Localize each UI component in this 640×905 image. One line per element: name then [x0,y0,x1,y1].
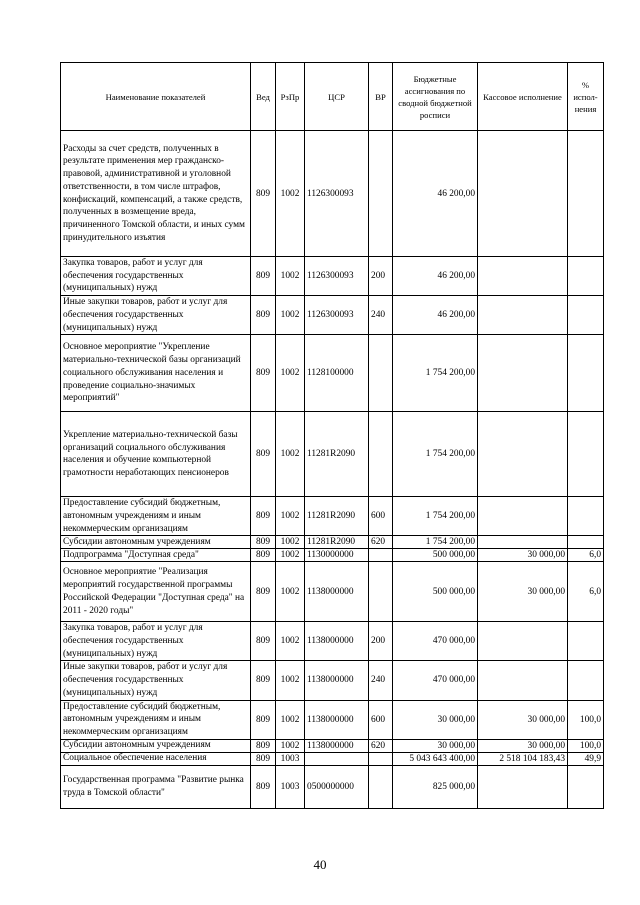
row-csr [305,752,369,765]
row-ved: 809 [251,562,276,622]
header-ved: Вед [251,63,276,131]
table-row [61,536,604,549]
row-vr [369,412,393,497]
row-vr [369,562,393,622]
row-budget-amount: 1 754 200,00 [393,536,478,549]
table-row [61,752,604,765]
table-row [61,412,604,497]
row-rzpr: 1003 [276,752,305,765]
header-rzpr: РзПр [276,63,305,131]
row-rzpr: 1002 [276,335,305,412]
row-csr: 1126300093 [305,131,369,257]
table-header-row [61,63,604,131]
row-name: Основное мероприятие "Укрепление материально-технической базы организаций социального обслуживания населения и проведение социально-значимых мероприятий" [61,335,251,412]
row-rzpr: 1002 [276,661,305,700]
row-name: Укрепление материально-технической базы организаций социального обслуживания населения и обучение компьютерной грамотности неработающих пенсионеров [61,412,251,497]
row-rzpr: 1002 [276,549,305,562]
row-vr: 200 [369,257,393,296]
row-vr: 600 [369,497,393,536]
row-ved: 809 [251,765,276,808]
header-percent-execution: % испол- нения [568,63,604,131]
row-percent [568,536,604,549]
row-cash-amount [478,497,568,536]
table-row [61,562,604,622]
row-csr: 1126300093 [305,257,369,296]
row-cash-amount: 2 518 104 183,43 [478,752,568,765]
row-vr [369,752,393,765]
row-name: Расходы за счет средств, полученных в результате применения мер гражданско-правовой, административной и уголовной ответственности, в том числе штрафов, конфискаций, компенсаций, а также средств, полученных в возмещение вреда, причиненного Томской области, и иных сумм принудительного изъятия [61,131,251,257]
row-percent [568,622,604,661]
row-vr: 240 [369,296,393,335]
table-row [61,335,604,412]
header-vr: ВР [369,63,393,131]
row-vr [369,765,393,808]
row-ved: 809 [251,131,276,257]
row-budget-amount: 470 000,00 [393,661,478,700]
row-percent: 100,0 [568,739,604,752]
row-csr: 11281R2090 [305,412,369,497]
table-row [61,257,604,296]
table-row [61,131,604,257]
row-cash-amount [478,296,568,335]
row-csr: 1126300093 [305,296,369,335]
row-name: Предоставление субсидий бюджетным, автономным учреждениям и иным некоммерческим организациям [61,497,251,536]
row-vr: 200 [369,622,393,661]
row-vr [369,131,393,257]
row-vr: 620 [369,536,393,549]
row-ved: 809 [251,257,276,296]
row-budget-amount: 1 754 200,00 [393,497,478,536]
row-ved: 809 [251,412,276,497]
table-row [61,549,604,562]
row-csr: 11281R2090 [305,497,369,536]
header-budget-allocations: Бюджетные ассигнования по сводной бюджетной росписи [393,63,478,131]
row-budget-amount: 30 000,00 [393,739,478,752]
row-cash-amount [478,257,568,296]
table-row [61,497,604,536]
row-percent: 6,0 [568,562,604,622]
row-percent [568,412,604,497]
row-ved: 809 [251,296,276,335]
table-row [61,622,604,661]
row-csr: 1138000000 [305,739,369,752]
row-percent [568,335,604,412]
row-rzpr: 1002 [276,131,305,257]
row-ved: 809 [251,700,276,739]
row-percent: 6,0 [568,549,604,562]
row-ved: 809 [251,549,276,562]
row-name: Закупка товаров, работ и услуг для обеспечения государственных (муниципальных) нужд [61,622,251,661]
row-rzpr: 1002 [276,700,305,739]
row-name: Субсидии автономным учреждениям [61,739,251,752]
row-percent: 100,0 [568,700,604,739]
row-cash-amount [478,661,568,700]
budget-execution-table [60,62,604,809]
row-ved: 809 [251,752,276,765]
row-percent [568,661,604,700]
row-budget-amount: 1 754 200,00 [393,412,478,497]
row-budget-amount: 46 200,00 [393,296,478,335]
row-ved: 809 [251,622,276,661]
row-csr: 1138000000 [305,562,369,622]
row-vr [369,549,393,562]
row-csr: 1138000000 [305,622,369,661]
row-name: Закупка товаров, работ и услуг для обеспечения государственных (муниципальных) нужд [61,257,251,296]
row-rzpr: 1002 [276,296,305,335]
row-name: Подпрограмма "Доступная среда" [61,549,251,562]
row-rzpr: 1002 [276,412,305,497]
row-rzpr: 1002 [276,497,305,536]
row-percent [568,257,604,296]
row-name: Иные закупки товаров, работ и услуг для обеспечения государственных (муниципальных) нужд [61,661,251,700]
row-budget-amount: 46 200,00 [393,131,478,257]
row-cash-amount: 30 000,00 [478,549,568,562]
row-rzpr: 1003 [276,765,305,808]
table-row [61,661,604,700]
row-csr: 1138000000 [305,661,369,700]
row-cash-amount [478,131,568,257]
row-ved: 809 [251,739,276,752]
row-budget-amount: 825 000,00 [393,765,478,808]
table-row [61,296,604,335]
row-name: Социальное обеспечение населения [61,752,251,765]
row-cash-amount: 30 000,00 [478,700,568,739]
row-percent [568,296,604,335]
row-ved: 809 [251,661,276,700]
row-cash-amount [478,536,568,549]
table-row [61,765,604,808]
row-name: Иные закупки товаров, работ и услуг для обеспечения государственных (муниципальных) нужд [61,296,251,335]
row-cash-amount [478,622,568,661]
row-csr: 1130000000 [305,549,369,562]
row-name: Государственная программа "Развитие рынка труда в Томской области" [61,765,251,808]
header-name: Наименование показателей [61,63,251,131]
row-percent [568,497,604,536]
row-name: Предоставление субсидий бюджетным, автономным учреждениям и иным некоммерческим организациям [61,700,251,739]
row-vr: 620 [369,739,393,752]
row-budget-amount: 30 000,00 [393,700,478,739]
row-rzpr: 1002 [276,622,305,661]
row-budget-amount: 5 043 643 400,00 [393,752,478,765]
table-row [61,700,604,739]
row-csr: 1128100000 [305,335,369,412]
table-row [61,739,604,752]
row-ved: 809 [251,536,276,549]
row-name: Основное мероприятие "Реализация мероприятий государственной программы Российской Федерации "Доступная среда" на 2011 - 2020 годы" [61,562,251,622]
row-cash-amount [478,412,568,497]
row-cash-amount: 30 000,00 [478,739,568,752]
row-budget-amount: 500 000,00 [393,549,478,562]
row-cash-amount: 30 000,00 [478,562,568,622]
header-cash-execution: Кассовое исполнение [478,63,568,131]
row-budget-amount: 1 754 200,00 [393,335,478,412]
row-rzpr: 1002 [276,739,305,752]
row-percent [568,131,604,257]
header-csr: ЦСР [305,63,369,131]
page-number: 40 [313,857,327,872]
row-ved: 809 [251,335,276,412]
row-rzpr: 1002 [276,536,305,549]
row-vr: 600 [369,700,393,739]
row-rzpr: 1002 [276,562,305,622]
row-name: Субсидии автономным учреждениям [61,536,251,549]
row-csr: 0500000000 [305,765,369,808]
row-rzpr: 1002 [276,257,305,296]
row-percent: 49,9 [568,752,604,765]
row-cash-amount [478,335,568,412]
row-cash-amount [478,765,568,808]
row-vr: 240 [369,661,393,700]
row-percent [568,765,604,808]
row-budget-amount: 500 000,00 [393,562,478,622]
row-csr: 1138000000 [305,700,369,739]
row-budget-amount: 46 200,00 [393,257,478,296]
row-csr: 11281R2090 [305,536,369,549]
row-vr [369,335,393,412]
row-ved: 809 [251,497,276,536]
row-budget-amount: 470 000,00 [393,622,478,661]
